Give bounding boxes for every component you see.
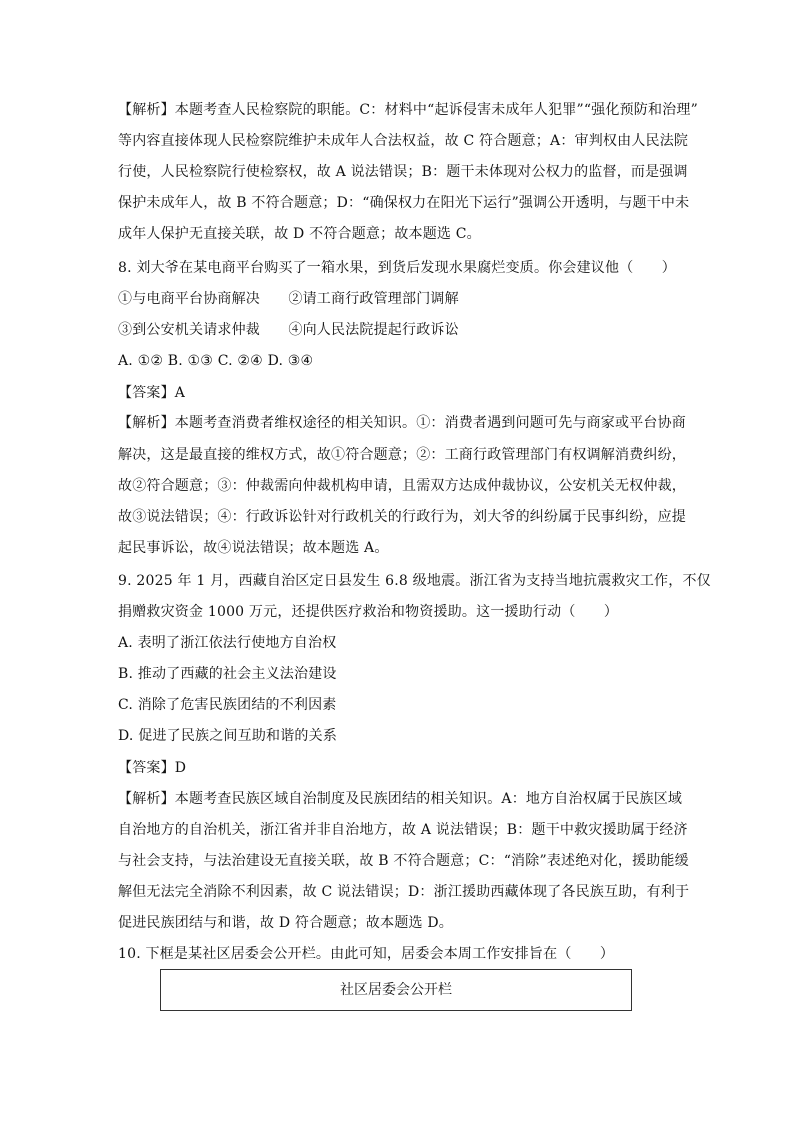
q8-answer: 【答案】A	[118, 385, 186, 401]
q9-option-d: D. 促进了民族之间互助和谐的关系	[118, 728, 338, 744]
q8-options-line-1: ①与电商平台协商解决 ②请工商行政管理部门调解	[118, 291, 459, 307]
q7-analysis-line-3: 行使，人民检察院行使检察权，故 A 说法错误；B：题干未体现对公权力的监督，而是强调	[118, 164, 688, 180]
q9-option-a: A. 表明了浙江依法行使地方自治权	[118, 635, 337, 651]
q9-stem-line-2: 捐赠救灾资金 1000 万元，还提供医疗救治和物资援助。这一援助行动（ ）	[118, 604, 619, 620]
bulletin-box	[160, 969, 632, 1011]
q9-analysis-line-1: 【解析】本题考查民族区域自治制度及民族团结的相关知识。A：地方自治权属于民族区域	[118, 791, 683, 807]
q8-options-line-2: ③到公安机关请求仲裁 ④向人民法院提起行政诉讼	[118, 322, 459, 338]
q8-analysis-line-4: 故③说法错误；④：行政诉讼针对行政机关的行政行为，刘大爷的纠纷属于民事纠纷，应提	[118, 509, 686, 525]
q8-choices: A. ①② B. ①③ C. ②④ D. ③④	[118, 353, 314, 369]
q9-option-b: B. 推动了西藏的社会主义法治建设	[118, 666, 337, 682]
q8-analysis-line-2: 解决，这是最直接的维权方式，故①符合题意；②：工商行政管理部门有权调解消费纠纷，	[118, 447, 686, 463]
q7-analysis-line-5: 成年人保护无直接关联，故 D 不符合题意；故本题选 C。	[118, 226, 481, 242]
q9-stem-line-1: 9. 2025 年 1 月，西藏自治区定日县发生 6.8 级地震。浙江省为支持当地抗震救灾工作，不仅	[118, 573, 711, 589]
q7-analysis-line-4: 保护未成年人，故 B 不符合题意；D：“确保权力在阳光下运行”强调公开透明，与题干中未	[118, 195, 690, 211]
q8-analysis-line-5: 起民事诉讼，故④说法错误；故本题选 A。	[118, 540, 389, 556]
q9-answer: 【答案】D	[118, 760, 187, 776]
q9-analysis-line-4: 解但无法完全消除不利因素，故 C 说法错误；D：浙江援助西藏体现了各民族互助，有利于	[118, 884, 690, 900]
q9-analysis-line-2: 自治地方的自治机关，浙江省并非自治地方，故 A 说法错误；B：题干中救灾援助属于经济	[118, 822, 688, 838]
q8-analysis-line-1: 【解析】本题考查消费者维权途径的相关知识。①：消费者遇到问题可先与商家或平台协商	[118, 415, 686, 431]
q10-stem: 10. 下框是某社区居委会公开栏。由此可知，居委会本周工作安排旨在（ ）	[118, 946, 615, 962]
q8-analysis-line-3: 故②符合题意；③：仲裁需向仲裁机构申请，且需双方达成仲裁协议，公安机关无权仲裁，	[118, 478, 686, 494]
q7-analysis-line-1: 【解析】本题考查人民检察院的职能。C：材料中“起诉侵害未成年人犯罪”“强化预防和治理”	[118, 102, 698, 118]
q7-analysis-line-2: 等内容直接体现人民检察院维护未成年人合法权益，故 C 符合题意；A：审判权由人民法院	[118, 133, 689, 149]
q8-stem: 8. 刘大爷在某电商平台购买了一箱水果，到货后发现水果腐烂变质。你会建议他（ ）	[118, 260, 677, 276]
q9-option-c: C. 消除了危害民族团结的不利因素	[118, 697, 337, 713]
bulletin-box-title: 社区居委会公开栏	[340, 982, 452, 998]
q9-analysis-line-3: 与社会支持，与法治建设无直接关联，故 B 不符合题意；C：“消除”表述绝对化，援助能缓	[118, 853, 689, 869]
q9-analysis-line-5: 促进民族团结与和谐，故 D 符合题意；故本题选 D。	[118, 915, 453, 931]
